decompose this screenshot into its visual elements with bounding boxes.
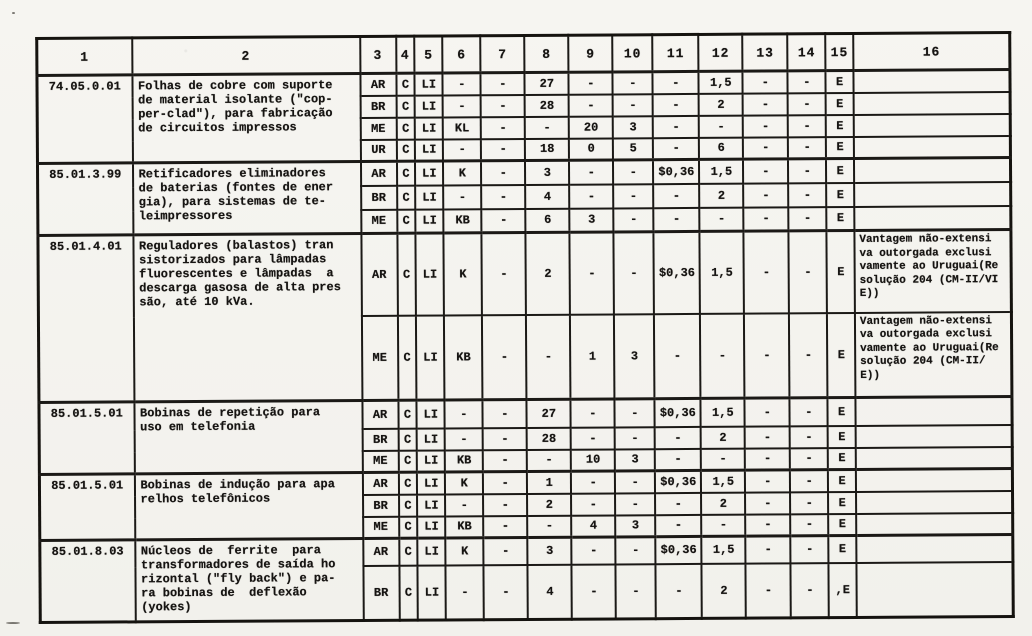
value-cell: - bbox=[569, 184, 613, 208]
value-cell: LI bbox=[415, 185, 443, 209]
note-cell bbox=[855, 397, 1012, 426]
value-cell: E bbox=[828, 513, 856, 535]
value-cell: ME bbox=[363, 516, 399, 538]
value-cell: - bbox=[615, 427, 655, 449]
value-cell: - bbox=[744, 231, 790, 313]
value-cell: - bbox=[653, 137, 699, 159]
value-cell: 3 bbox=[570, 208, 614, 232]
scan-speck bbox=[6, 622, 20, 624]
value-cell: - bbox=[743, 93, 788, 115]
column-header: 12 bbox=[699, 34, 743, 71]
column-header: 7 bbox=[481, 35, 525, 72]
scan-speck bbox=[12, 12, 15, 14]
value-cell: ME bbox=[361, 315, 398, 400]
note-cell bbox=[854, 114, 1011, 137]
value-cell: C bbox=[399, 516, 418, 538]
column-header: 15 bbox=[826, 33, 854, 70]
value-cell: - bbox=[746, 536, 791, 563]
note-cell bbox=[854, 182, 1011, 207]
column-header: 9 bbox=[569, 35, 613, 72]
value-cell: E bbox=[826, 158, 854, 182]
value-cell: LI bbox=[417, 516, 445, 538]
value-cell: C bbox=[397, 209, 416, 233]
value-cell: E bbox=[828, 491, 856, 513]
value-cell: - bbox=[701, 448, 745, 470]
value-cell: - bbox=[571, 471, 615, 493]
value-cell: C bbox=[396, 117, 415, 139]
commodity-code: 85.01.4.01 bbox=[38, 235, 134, 403]
value-cell: - bbox=[789, 313, 828, 398]
value-cell: LI bbox=[417, 428, 445, 450]
note-cell bbox=[856, 447, 1013, 470]
value-cell: - bbox=[700, 313, 745, 398]
value-cell: - bbox=[743, 115, 788, 137]
note-cell bbox=[856, 425, 1013, 448]
note-cell bbox=[856, 513, 1013, 536]
commodity-description: Bobinas de indução para apa relhos telefônicos bbox=[134, 472, 362, 539]
value-cell: - bbox=[616, 537, 656, 564]
value-cell: E bbox=[829, 535, 857, 562]
value-cell: 27 bbox=[527, 399, 571, 427]
value-cell: LI bbox=[415, 161, 443, 185]
value-cell: - bbox=[743, 71, 788, 93]
commodity-description: Bobinas de repetição para uso em telefonia bbox=[134, 400, 362, 473]
value-cell: - bbox=[788, 183, 826, 207]
value-cell: C bbox=[397, 233, 416, 315]
value-cell: - bbox=[481, 72, 525, 94]
value-cell: KL bbox=[443, 117, 481, 139]
value-cell: - bbox=[700, 207, 744, 231]
value-cell: - bbox=[615, 471, 655, 493]
value-cell: C bbox=[396, 95, 415, 117]
value-cell: LI bbox=[417, 400, 445, 428]
value-cell: 3 bbox=[615, 515, 655, 537]
value-cell: 0 bbox=[569, 138, 613, 160]
value-cell: - bbox=[527, 449, 571, 471]
column-header: 10 bbox=[613, 35, 653, 72]
commodity-code: 85.01.3.99 bbox=[37, 163, 132, 236]
value-cell: - bbox=[654, 313, 701, 398]
value-cell: 28 bbox=[527, 427, 571, 449]
value-cell: C bbox=[398, 428, 417, 450]
value-cell: - bbox=[445, 428, 483, 450]
value-cell: LI bbox=[418, 538, 446, 565]
value-cell: - bbox=[653, 93, 699, 115]
column-header: 4 bbox=[396, 36, 415, 73]
value-cell: AR bbox=[362, 400, 398, 428]
value-cell: KB bbox=[444, 209, 482, 233]
value-cell: - bbox=[655, 492, 701, 514]
value-cell: - bbox=[483, 399, 527, 427]
value-cell: C bbox=[399, 494, 418, 516]
value-cell: E bbox=[827, 206, 855, 230]
value-cell: AR bbox=[362, 472, 398, 494]
value-cell: - bbox=[482, 232, 527, 314]
value-cell: - bbox=[790, 426, 828, 448]
value-cell: - bbox=[482, 208, 526, 232]
value-cell: - bbox=[613, 160, 653, 184]
column-header: 14 bbox=[788, 34, 826, 71]
commodity-code: 85.01.5.01 bbox=[39, 402, 134, 475]
value-cell: - bbox=[788, 159, 826, 183]
value-cell: - bbox=[481, 94, 525, 116]
value-cell: - bbox=[745, 398, 790, 426]
value-cell: - bbox=[653, 71, 699, 93]
value-cell: - bbox=[701, 514, 745, 536]
value-cell: 1,5 bbox=[699, 71, 743, 93]
note-cell bbox=[853, 92, 1010, 115]
value-cell: E bbox=[828, 469, 856, 491]
value-cell: 18 bbox=[525, 138, 569, 160]
value-cell: 10 bbox=[571, 449, 615, 471]
value-cell: 27 bbox=[525, 72, 569, 94]
value-cell: - bbox=[788, 115, 826, 137]
value-cell: 1,5 bbox=[699, 159, 743, 183]
value-cell: AR bbox=[360, 73, 396, 95]
value-cell: - bbox=[481, 160, 525, 184]
value-cell: - bbox=[654, 207, 700, 231]
value-cell: - bbox=[655, 514, 701, 536]
value-cell: ,E bbox=[829, 562, 857, 617]
value-cell: 2 bbox=[701, 426, 745, 448]
value-cell: 4 bbox=[528, 564, 572, 619]
value-cell: - bbox=[481, 138, 525, 160]
value-cell: - bbox=[527, 515, 571, 537]
value-cell: 3 bbox=[614, 314, 655, 399]
value-cell: 6 bbox=[526, 208, 570, 232]
value-cell: 2 bbox=[699, 93, 743, 115]
value-cell: - bbox=[788, 93, 826, 115]
value-cell: E bbox=[826, 136, 854, 158]
column-header: 13 bbox=[743, 34, 788, 71]
value-cell: - bbox=[699, 115, 743, 137]
table-body bbox=[37, 70, 1014, 623]
value-cell: - bbox=[483, 493, 527, 515]
column-header: 8 bbox=[525, 35, 569, 72]
value-cell: - bbox=[483, 449, 527, 471]
value-cell: - bbox=[443, 95, 481, 117]
value-cell: - bbox=[653, 115, 699, 137]
value-cell: 1,5 bbox=[701, 470, 745, 492]
value-cell: AR bbox=[360, 161, 396, 185]
value-cell: - bbox=[613, 184, 653, 208]
value-cell: - bbox=[571, 493, 615, 515]
value-cell: 2 bbox=[702, 563, 746, 618]
commodity-code: 85.01.5.01 bbox=[39, 474, 134, 541]
value-cell: 3 bbox=[615, 449, 655, 471]
note-cell bbox=[856, 562, 1013, 618]
value-cell: E bbox=[828, 397, 856, 425]
value-cell: - bbox=[790, 514, 828, 536]
value-cell: - bbox=[481, 116, 525, 138]
value-cell: 4 bbox=[525, 184, 569, 208]
value-cell: - bbox=[788, 71, 826, 93]
value-cell: $0,36 bbox=[653, 159, 699, 183]
value-cell: - bbox=[743, 137, 788, 159]
value-cell: C bbox=[396, 161, 415, 185]
tariff-table bbox=[35, 31, 1015, 624]
commodity-description: Retificadores eliminadores de baterias (fontes de ener gia), para sistemas de te- leimpressores bbox=[132, 162, 360, 235]
value-cell: - bbox=[569, 94, 613, 116]
commodity-code: 74.05.0.01 bbox=[37, 75, 133, 164]
value-cell: 3 bbox=[528, 537, 572, 564]
value-cell: 1 bbox=[527, 471, 571, 493]
value-cell: 6 bbox=[699, 137, 743, 159]
value-cell: ME bbox=[362, 450, 398, 472]
value-cell: - bbox=[745, 492, 790, 514]
value-cell: E bbox=[828, 425, 856, 447]
value-cell: - bbox=[443, 139, 481, 161]
value-cell: UR bbox=[360, 139, 396, 161]
value-cell: K bbox=[446, 538, 484, 565]
value-cell: - bbox=[790, 398, 828, 426]
value-cell: - bbox=[655, 426, 701, 448]
value-cell: 3 bbox=[613, 116, 653, 138]
value-cell: AR bbox=[363, 538, 399, 565]
value-cell: C bbox=[398, 450, 417, 472]
value-cell: - bbox=[743, 159, 788, 183]
value-cell: BR bbox=[360, 95, 396, 117]
note-cell: Vantagem não-extensi va outorgada exclusi vamente ao Uruguai(Re solução 204 (CM-II/ E)) bbox=[855, 312, 1013, 398]
value-cell: - bbox=[481, 184, 525, 208]
value-cell: K bbox=[444, 233, 483, 315]
value-cell: 2 bbox=[699, 183, 743, 207]
value-cell: - bbox=[443, 185, 481, 209]
column-header: 11 bbox=[653, 34, 699, 71]
value-cell: LI bbox=[415, 117, 443, 139]
note-cell bbox=[856, 491, 1013, 514]
value-cell: - bbox=[483, 471, 527, 493]
value-cell: LI bbox=[416, 233, 445, 315]
value-cell: - bbox=[484, 537, 528, 564]
value-cell: - bbox=[743, 183, 788, 207]
value-cell: 2 bbox=[701, 492, 745, 514]
value-cell: C bbox=[397, 185, 416, 209]
value-cell: KB bbox=[445, 516, 483, 538]
column-header: 2 bbox=[132, 37, 360, 75]
value-cell: BR bbox=[363, 565, 399, 620]
value-cell: $0,36 bbox=[655, 398, 701, 426]
value-cell: - bbox=[653, 183, 699, 207]
value-cell: LI bbox=[415, 139, 443, 161]
value-cell: - bbox=[445, 494, 483, 516]
value-cell: LI bbox=[417, 472, 445, 494]
value-cell: - bbox=[483, 427, 527, 449]
value-cell: ME bbox=[361, 209, 397, 233]
header-row bbox=[37, 33, 1011, 76]
value-cell: E bbox=[826, 70, 854, 92]
value-cell: BR bbox=[361, 185, 397, 209]
value-cell: C bbox=[399, 538, 418, 565]
value-cell: - bbox=[484, 564, 528, 619]
value-cell: E bbox=[827, 230, 855, 312]
value-cell: AR bbox=[361, 233, 398, 315]
value-cell: - bbox=[745, 514, 790, 536]
value-cell: - bbox=[569, 72, 613, 94]
value-cell: BR bbox=[362, 428, 398, 450]
value-cell: LI bbox=[418, 565, 446, 620]
value-cell: BR bbox=[363, 494, 399, 516]
commodity-description: Reguladores (balastos) tran sistorizados para lâmpadas fluorescentes e lâmpadas a descarga gasosa de alta pres são, até 10 kVa. bbox=[133, 234, 362, 402]
value-cell: 1,5 bbox=[701, 398, 745, 426]
note-cell bbox=[853, 70, 1010, 93]
value-cell: C bbox=[397, 315, 416, 400]
value-cell: - bbox=[791, 563, 829, 618]
column-header: 5 bbox=[415, 36, 443, 73]
value-cell: K bbox=[443, 161, 481, 185]
value-cell: - bbox=[613, 72, 653, 94]
value-cell: - bbox=[571, 427, 615, 449]
value-cell: - bbox=[614, 232, 655, 314]
value-cell: - bbox=[615, 493, 655, 515]
note-cell: Vantagem não-extensi va outorgada exclusi vamente ao Uruguai(Re solução 204 (CM-II/VI E)) bbox=[854, 230, 1011, 313]
value-cell: - bbox=[790, 492, 828, 514]
column-header: 16 bbox=[853, 33, 1010, 71]
value-cell: LI bbox=[416, 209, 444, 233]
value-cell: - bbox=[443, 73, 481, 95]
value-cell: - bbox=[525, 116, 569, 138]
value-cell: - bbox=[744, 207, 789, 231]
value-cell: - bbox=[791, 536, 829, 563]
value-cell: - bbox=[570, 232, 615, 314]
value-cell: C bbox=[398, 400, 417, 428]
commodity-description: Núcleos de ferrite para transformadores de saída ho rizontal ("fly back") e pa- ra bobinas de deflexão (yokes) bbox=[135, 538, 363, 621]
note-cell bbox=[856, 535, 1013, 563]
value-cell: - bbox=[613, 94, 653, 116]
value-cell: - bbox=[790, 448, 828, 470]
column-header: 1 bbox=[37, 38, 132, 76]
note-cell bbox=[854, 206, 1011, 231]
value-cell: - bbox=[614, 208, 654, 232]
value-cell: - bbox=[655, 448, 701, 470]
value-cell: LI bbox=[417, 494, 445, 516]
note-cell bbox=[854, 158, 1011, 183]
value-cell: E bbox=[826, 182, 854, 206]
value-cell: ME bbox=[360, 117, 396, 139]
value-cell: - bbox=[790, 470, 828, 492]
value-cell: - bbox=[446, 565, 484, 620]
table-row bbox=[38, 230, 1012, 318]
value-cell: - bbox=[746, 563, 791, 618]
value-cell: KB bbox=[444, 315, 483, 400]
value-cell: - bbox=[616, 564, 656, 619]
value-cell: - bbox=[482, 314, 527, 399]
value-cell: C bbox=[396, 139, 415, 161]
value-cell: C bbox=[398, 472, 417, 494]
value-cell: 4 bbox=[571, 515, 615, 537]
value-cell: $0,36 bbox=[655, 470, 701, 492]
value-cell: - bbox=[788, 137, 826, 159]
column-header: 3 bbox=[360, 36, 396, 73]
value-cell: - bbox=[526, 314, 571, 399]
commodity-code: 85.01.8.03 bbox=[40, 540, 135, 623]
table-header bbox=[37, 33, 1011, 76]
value-cell: LI bbox=[415, 95, 443, 117]
value-cell: - bbox=[656, 563, 702, 618]
value-cell: KB bbox=[445, 450, 483, 472]
value-cell: C bbox=[396, 73, 415, 95]
value-cell: - bbox=[745, 448, 790, 470]
value-cell: 1,5 bbox=[702, 536, 746, 563]
value-cell: $0,36 bbox=[656, 536, 702, 563]
value-cell: 2 bbox=[526, 232, 571, 314]
value-cell: 1 bbox=[570, 314, 615, 399]
value-cell: 28 bbox=[525, 94, 569, 116]
value-cell: - bbox=[483, 515, 527, 537]
value-cell: - bbox=[745, 470, 790, 492]
value-cell: - bbox=[789, 231, 828, 313]
value-cell: 5 bbox=[613, 138, 653, 160]
value-cell: LI bbox=[416, 315, 445, 400]
column-header: 6 bbox=[443, 36, 481, 73]
value-cell: - bbox=[789, 207, 827, 231]
commodity-description: Folhas de cobre com suporte de material isolante ("cop- per-clad"), para fabricação de circuitos impressos bbox=[132, 74, 361, 163]
value-cell: 1,5 bbox=[700, 231, 745, 313]
value-cell: - bbox=[744, 313, 790, 398]
value-cell: - bbox=[569, 160, 613, 184]
value-cell: LI bbox=[415, 73, 443, 95]
value-cell: - bbox=[572, 564, 616, 619]
value-cell: 20 bbox=[569, 116, 613, 138]
value-cell: E bbox=[826, 92, 854, 114]
value-cell: E bbox=[826, 114, 854, 136]
value-cell: E bbox=[828, 447, 856, 469]
value-cell: C bbox=[399, 565, 418, 620]
value-cell: - bbox=[445, 400, 483, 428]
value-cell: 2 bbox=[527, 493, 571, 515]
note-cell bbox=[854, 136, 1011, 159]
value-cell: $0,36 bbox=[654, 231, 701, 313]
value-cell: 3 bbox=[525, 160, 569, 184]
value-cell: LI bbox=[417, 450, 445, 472]
value-cell: K bbox=[445, 472, 483, 494]
value-cell: - bbox=[615, 399, 655, 427]
value-cell: - bbox=[745, 426, 790, 448]
value-cell: - bbox=[572, 537, 616, 564]
value-cell: - bbox=[571, 399, 615, 427]
note-cell bbox=[856, 469, 1013, 492]
value-cell: E bbox=[827, 312, 855, 397]
